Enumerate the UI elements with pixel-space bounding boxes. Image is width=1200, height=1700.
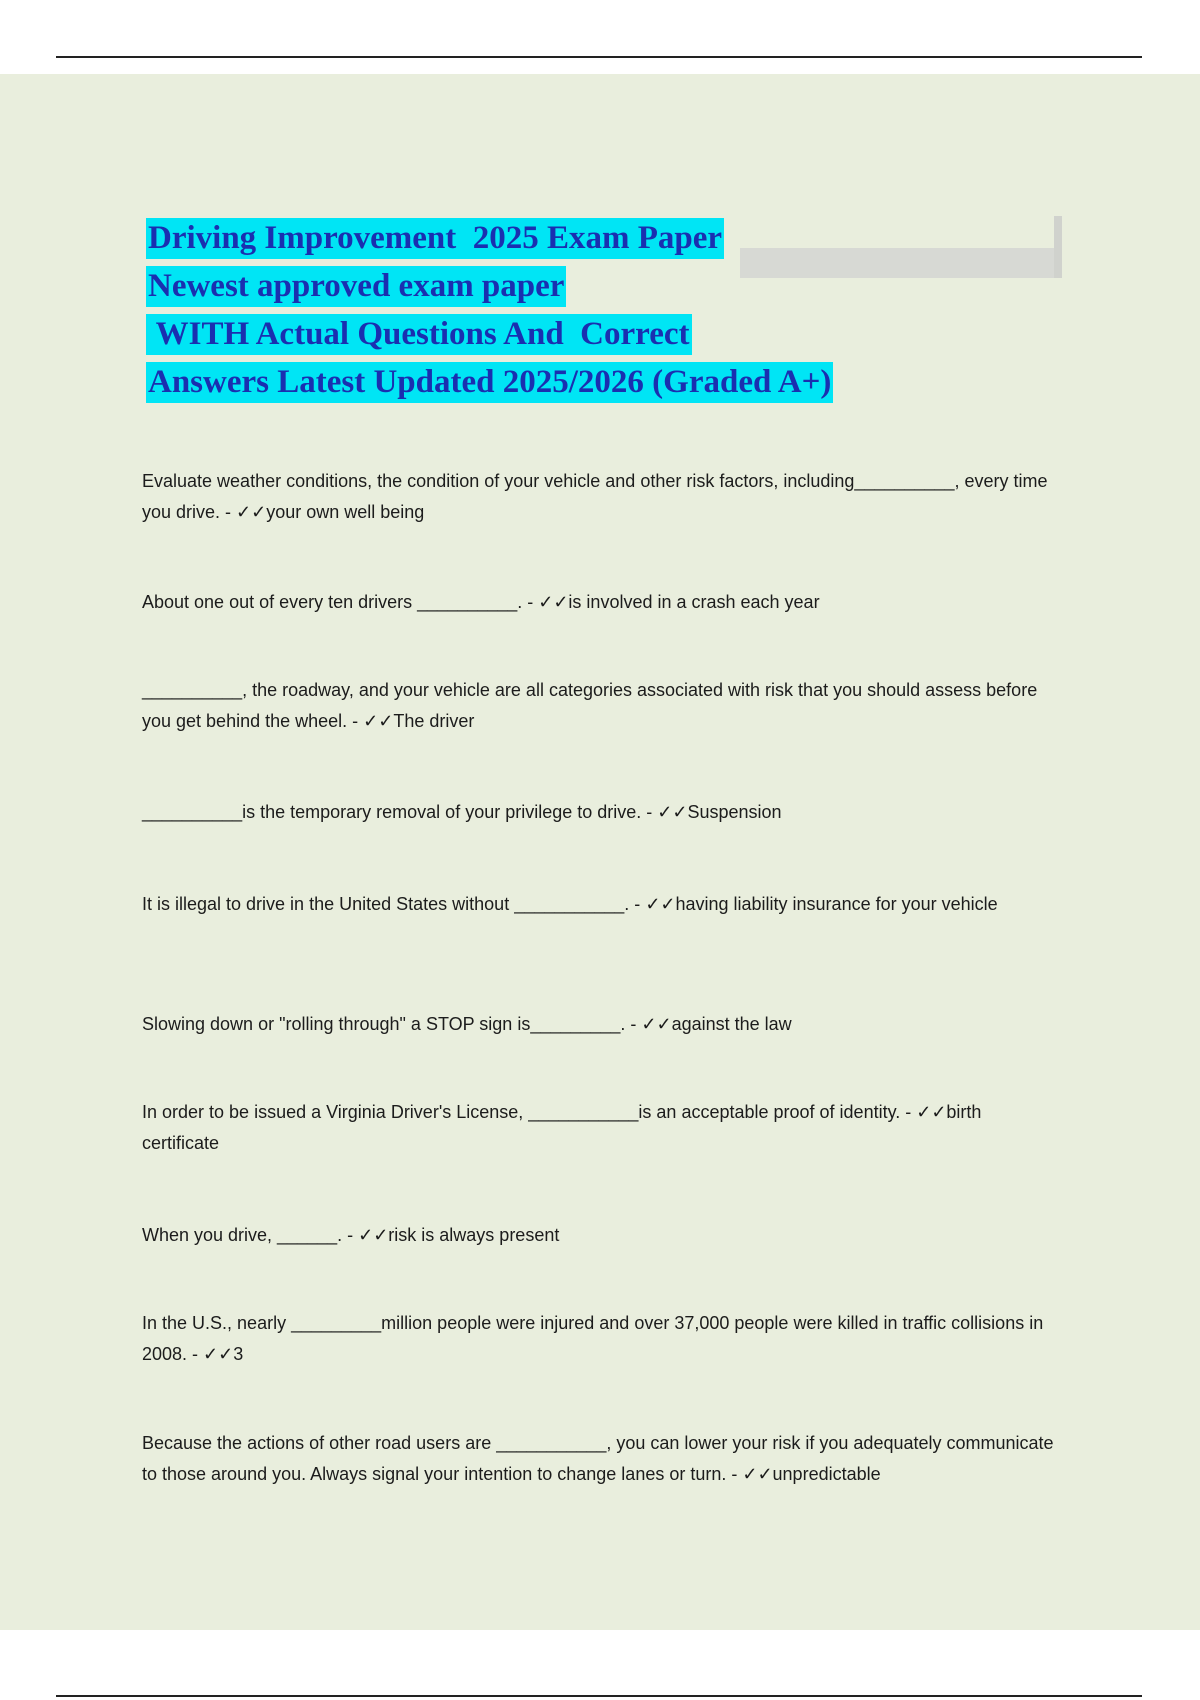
- question-item: [142, 1428, 1062, 1490]
- title-line: [146, 358, 1046, 406]
- question-text: In the U.S., nearly _________million people were injured and over 37,000 people were killed in traffic collisions in 2008. -: [142, 1313, 1049, 1364]
- title-line-text: Answers Latest Updated 2025/2026 (Graded A+): [146, 362, 833, 403]
- question-text: Because the actions of other road users are ___________, you can lower your risk if you adequately communicate to those around you. Always signal your intention to change lanes or turn. -: [142, 1433, 1059, 1484]
- question-item: [142, 1009, 1062, 1040]
- title-line: [146, 310, 1046, 358]
- title-line-text: WITH Actual Questions And Correct: [146, 314, 692, 355]
- question-item: [142, 675, 1062, 737]
- title-line: [146, 262, 1046, 310]
- answer-text: ✓✓against the law: [641, 1014, 792, 1034]
- question-item: [142, 1097, 1062, 1159]
- question-text: Slowing down or "rolling through" a STOP sign is_________. -: [142, 1014, 642, 1034]
- title-line-text: Driving Improvement 2025 Exam Paper: [146, 218, 724, 259]
- answer-text: ✓✓unpredictable: [742, 1464, 881, 1484]
- answer-text: ✓✓The driver: [363, 711, 475, 731]
- question-text: __________is the temporary removal of your privilege to drive. -: [142, 802, 658, 822]
- title-line-text: Newest approved exam paper: [146, 266, 566, 307]
- answer-text: ✓✓your own well being: [236, 502, 425, 522]
- question-text: __________, the roadway, and your vehicle are all categories associated with risk that you should assess before you get behind the wheel. -: [142, 680, 1043, 731]
- question-item: [142, 1308, 1062, 1370]
- question-text: Evaluate weather conditions, the condition of your vehicle and other risk factors, including__________, every time you drive. -: [142, 471, 1053, 522]
- question-text: It is illegal to drive in the United States without ___________. -: [142, 894, 646, 914]
- answer-text: ✓✓3: [203, 1344, 244, 1364]
- title-line: [146, 214, 1046, 262]
- answer-text: ✓✓birth certificate: [142, 1102, 987, 1153]
- document-page: [0, 74, 1200, 1630]
- question-text: About one out of every ten drivers __________. -: [142, 592, 539, 612]
- answer-text: ✓✓Suspension: [657, 802, 782, 822]
- answer-text: ✓✓is involved in a crash each year: [538, 592, 820, 612]
- question-item: [142, 889, 1062, 920]
- document-title: [146, 214, 1046, 406]
- question-item: [142, 466, 1062, 528]
- question-item: [142, 797, 1062, 828]
- answer-text: ✓✓having liability insurance for your vehicle: [645, 894, 998, 914]
- question-text: In order to be issued a Virginia Driver's License, ___________is an acceptable proof of identity. -: [142, 1102, 917, 1122]
- title-shadow-edge: [1054, 216, 1062, 278]
- top-rule: [56, 56, 1142, 58]
- question-text: When you drive, ______. -: [142, 1225, 359, 1245]
- question-item: [142, 1220, 1062, 1251]
- bottom-rule: [56, 1695, 1142, 1697]
- answer-text: ✓✓risk is always present: [358, 1225, 560, 1245]
- question-item: [142, 587, 1062, 618]
